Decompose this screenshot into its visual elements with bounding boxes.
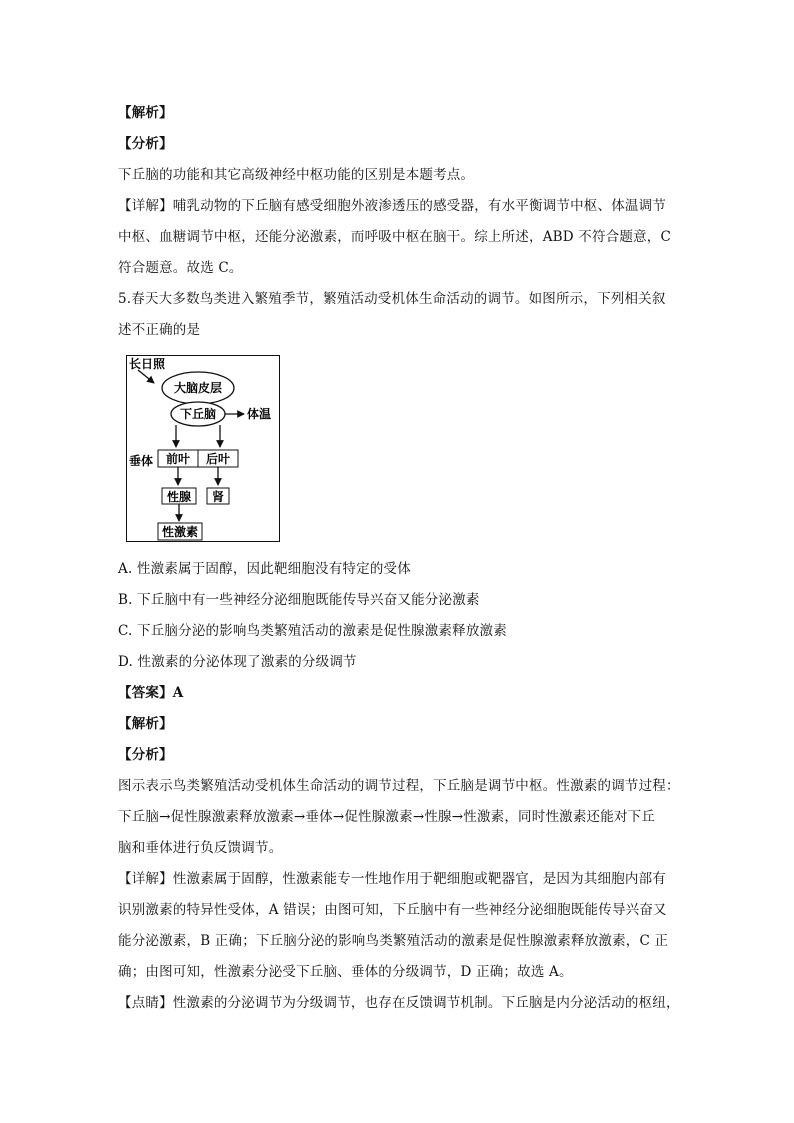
body-temp-label: 体温 [247,407,272,421]
hypothalamus-label: 下丘脑 [179,407,217,421]
hormone-regulation-diagram [126,355,280,542]
analysis-subheading-2: 【分析】 [118,747,173,763]
option-c: C. 下丘脑分泌的影响鸟类繁殖活动的激素是促性腺激素释放激素 [118,623,507,639]
detail-2-line-4: 确；由图可知，性激素分泌受下丘脑、垂体的分级调节，D 正确；故选 A。 [118,964,573,980]
pituitary-label: 垂体 [129,454,154,468]
detail-2-line-3: 能分泌激素，B 正确；下丘脑分泌的影响鸟类繁殖活动的激素是促性腺激素释放激素，C 正 [118,933,669,949]
detail-line-1: 【详解】哺乳动物的下丘脑有感受细胞外液渗透压的感受器，有水平衡调节中枢、体温调节 [118,198,666,214]
anterior-label: 前叶 [165,452,191,466]
analysis-heading-1: 【解析】 [118,105,173,121]
analysis-text-2-line-3: 脑和垂体进行负反馈调节。 [118,840,283,856]
posterior-label: 后叶 [205,452,231,466]
answer-line: 【答案】A [118,685,184,701]
analysis-text-2-line-2: 下丘脑→促性腺激素释放激素→垂体→促性腺激素→性腺→性激素，同时性激素还能对下丘 [118,809,656,825]
kidney-label: 肾 [211,490,225,504]
gonad-label: 性腺 [166,490,192,504]
analysis-text-2-line-1: 图示表示鸟类繁殖活动受机体生命活动的调节过程，下丘脑是调节中枢。性激素的调节过程： [118,778,680,794]
sex-hormone-label: 性激素 [161,525,199,539]
comment-line-1: 【点睛】性激素的分泌调节为分级调节，也存在反馈调节机制。下丘脑是内分泌活动的枢纽， [118,995,680,1011]
option-d: D. 性激素的分泌体现了激素的分级调节 [118,654,357,670]
detail-line-2: 中枢、血糖调节中枢，还能分泌激素，而呼吸中枢在脑干。综上所述，ABD 不符合题意，C [118,229,672,245]
option-a: A. 性激素属于固醇，因此靶细胞没有特定的受体 [118,561,411,577]
cortex-label: 大脑皮层 [173,381,223,395]
detail-2-line-1: 【详解】性激素属于固醇，性激素能专一性地作用于靶细胞或靶器官，是因为其细胞内部有 [118,871,666,887]
detail-line-3: 符合题意。故选 C。 [118,260,243,276]
question-5-line-2: 述不正确的是 [118,322,201,338]
long-day-label: 长日照 [129,357,166,371]
analysis-text-1: 下丘脑的功能和其它高级神经中枢功能的区别是本题考点。 [118,167,475,183]
detail-2-line-2: 识别激素的特异性受体，A 错误；由图可知，下丘脑中有一些神经分泌细胞既能传导兴奋又 [118,902,667,918]
analysis-heading-2: 【解析】 [118,716,173,732]
option-b: B. 下丘脑中有一些神经分泌细胞既能传导兴奋又能分泌激素 [118,592,480,608]
question-5-line-1: 5.春天大多数鸟类进入繁殖季节，繁殖活动受机体生命活动的调节。如图所示，下列相关叙 [118,291,666,307]
analysis-subheading-1: 【分析】 [118,136,173,152]
